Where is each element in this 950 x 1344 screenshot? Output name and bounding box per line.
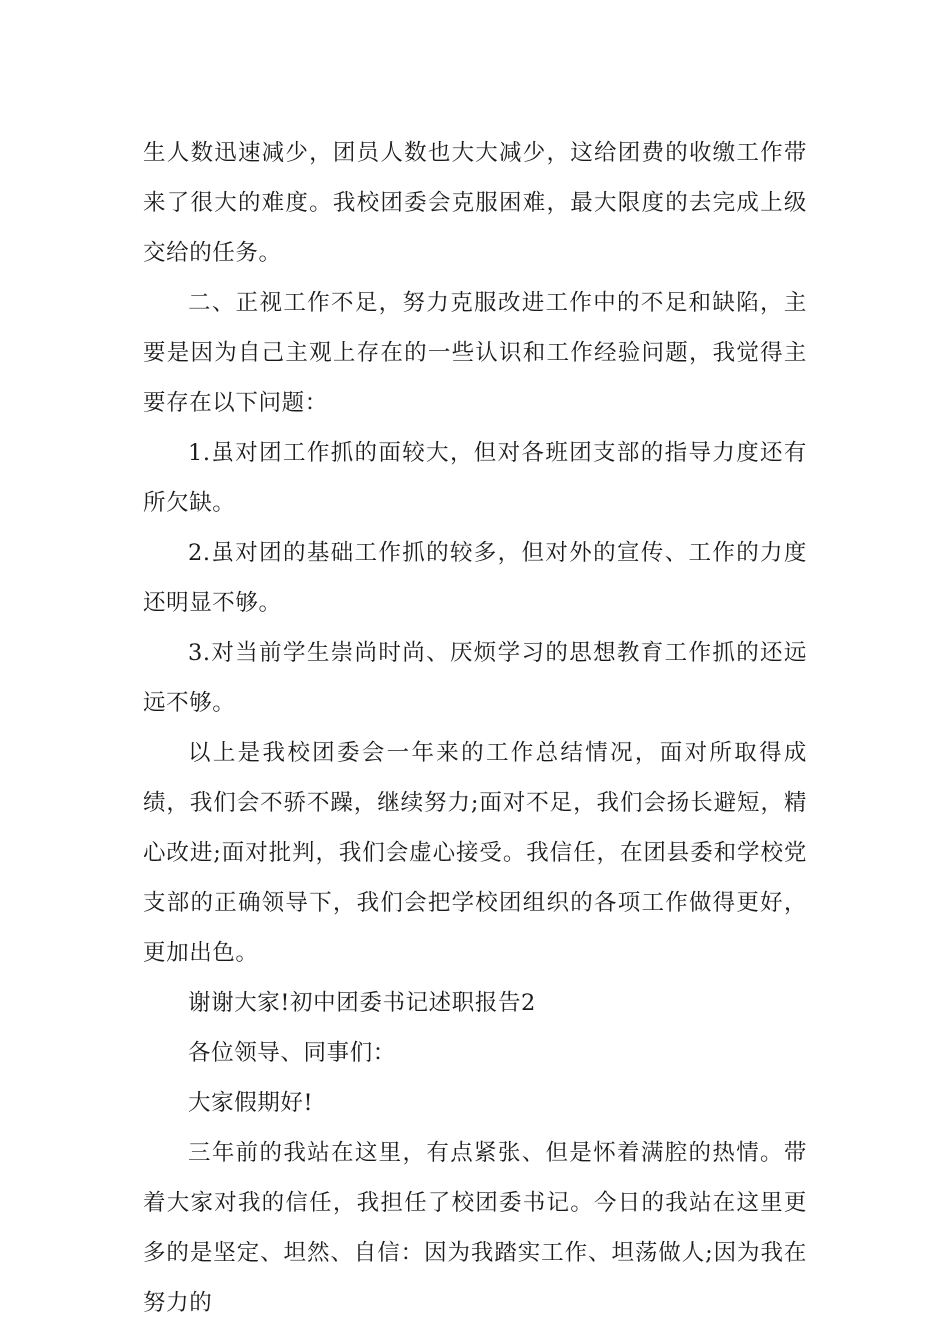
paragraph-2: 二、正视工作不足，努力克服改进工作中的不足和缺陷，主要是因为自己主观上存在的一些认识和工作经验问题，我觉得主要存在以下问题： (143, 290, 807, 416)
document-body (143, 128, 807, 1328)
paragraph-7: 谢谢大家!初中团委书记述职报告2 (188, 990, 536, 1016)
paragraph-4: 2.虽对团的基础工作抓的较多，但对外的宣传、工作的力度还明显不够。 (143, 540, 807, 616)
paragraph-8: 各位领导、同事们： (188, 1040, 396, 1066)
paragraph-1: 生人数迅速减少，团员人数也大大减少，这给团费的收缴工作带来了很大的难度。我校团委会克服困难，最大限度的去完成上级交给的任务。 (143, 140, 807, 266)
paragraph-3: 1.虽对团工作抓的面较大，但对各班团支部的指导力度还有所欠缺。 (143, 440, 807, 516)
paragraph-9: 大家假期好! (188, 1090, 314, 1116)
paragraph-6: 以上是我校团委会一年来的工作总结情况，面对所取得成绩，我们会不骄不躁，继续努力;面对不足，我们会扬长避短，精心改进;面对批判，我们会虚心接受。我信任，在团县委和学校党支部的正确领导下，我们会把学校团组织的各项工作做得更好，更加出色。 (143, 740, 807, 966)
paragraph-10: 三年前的我站在这里，有点紧张、但是怀着满腔的热情。带着大家对我的信任，我担任了校团委书记。今日的我站在这里更多的是坚定、坦然、自信：因为我踏实工作、坦荡做人;因为我在努力的 (143, 1140, 807, 1316)
paragraph-5: 3.对当前学生崇尚时尚、厌烦学习的思想教育工作抓的还远远不够。 (143, 640, 807, 716)
